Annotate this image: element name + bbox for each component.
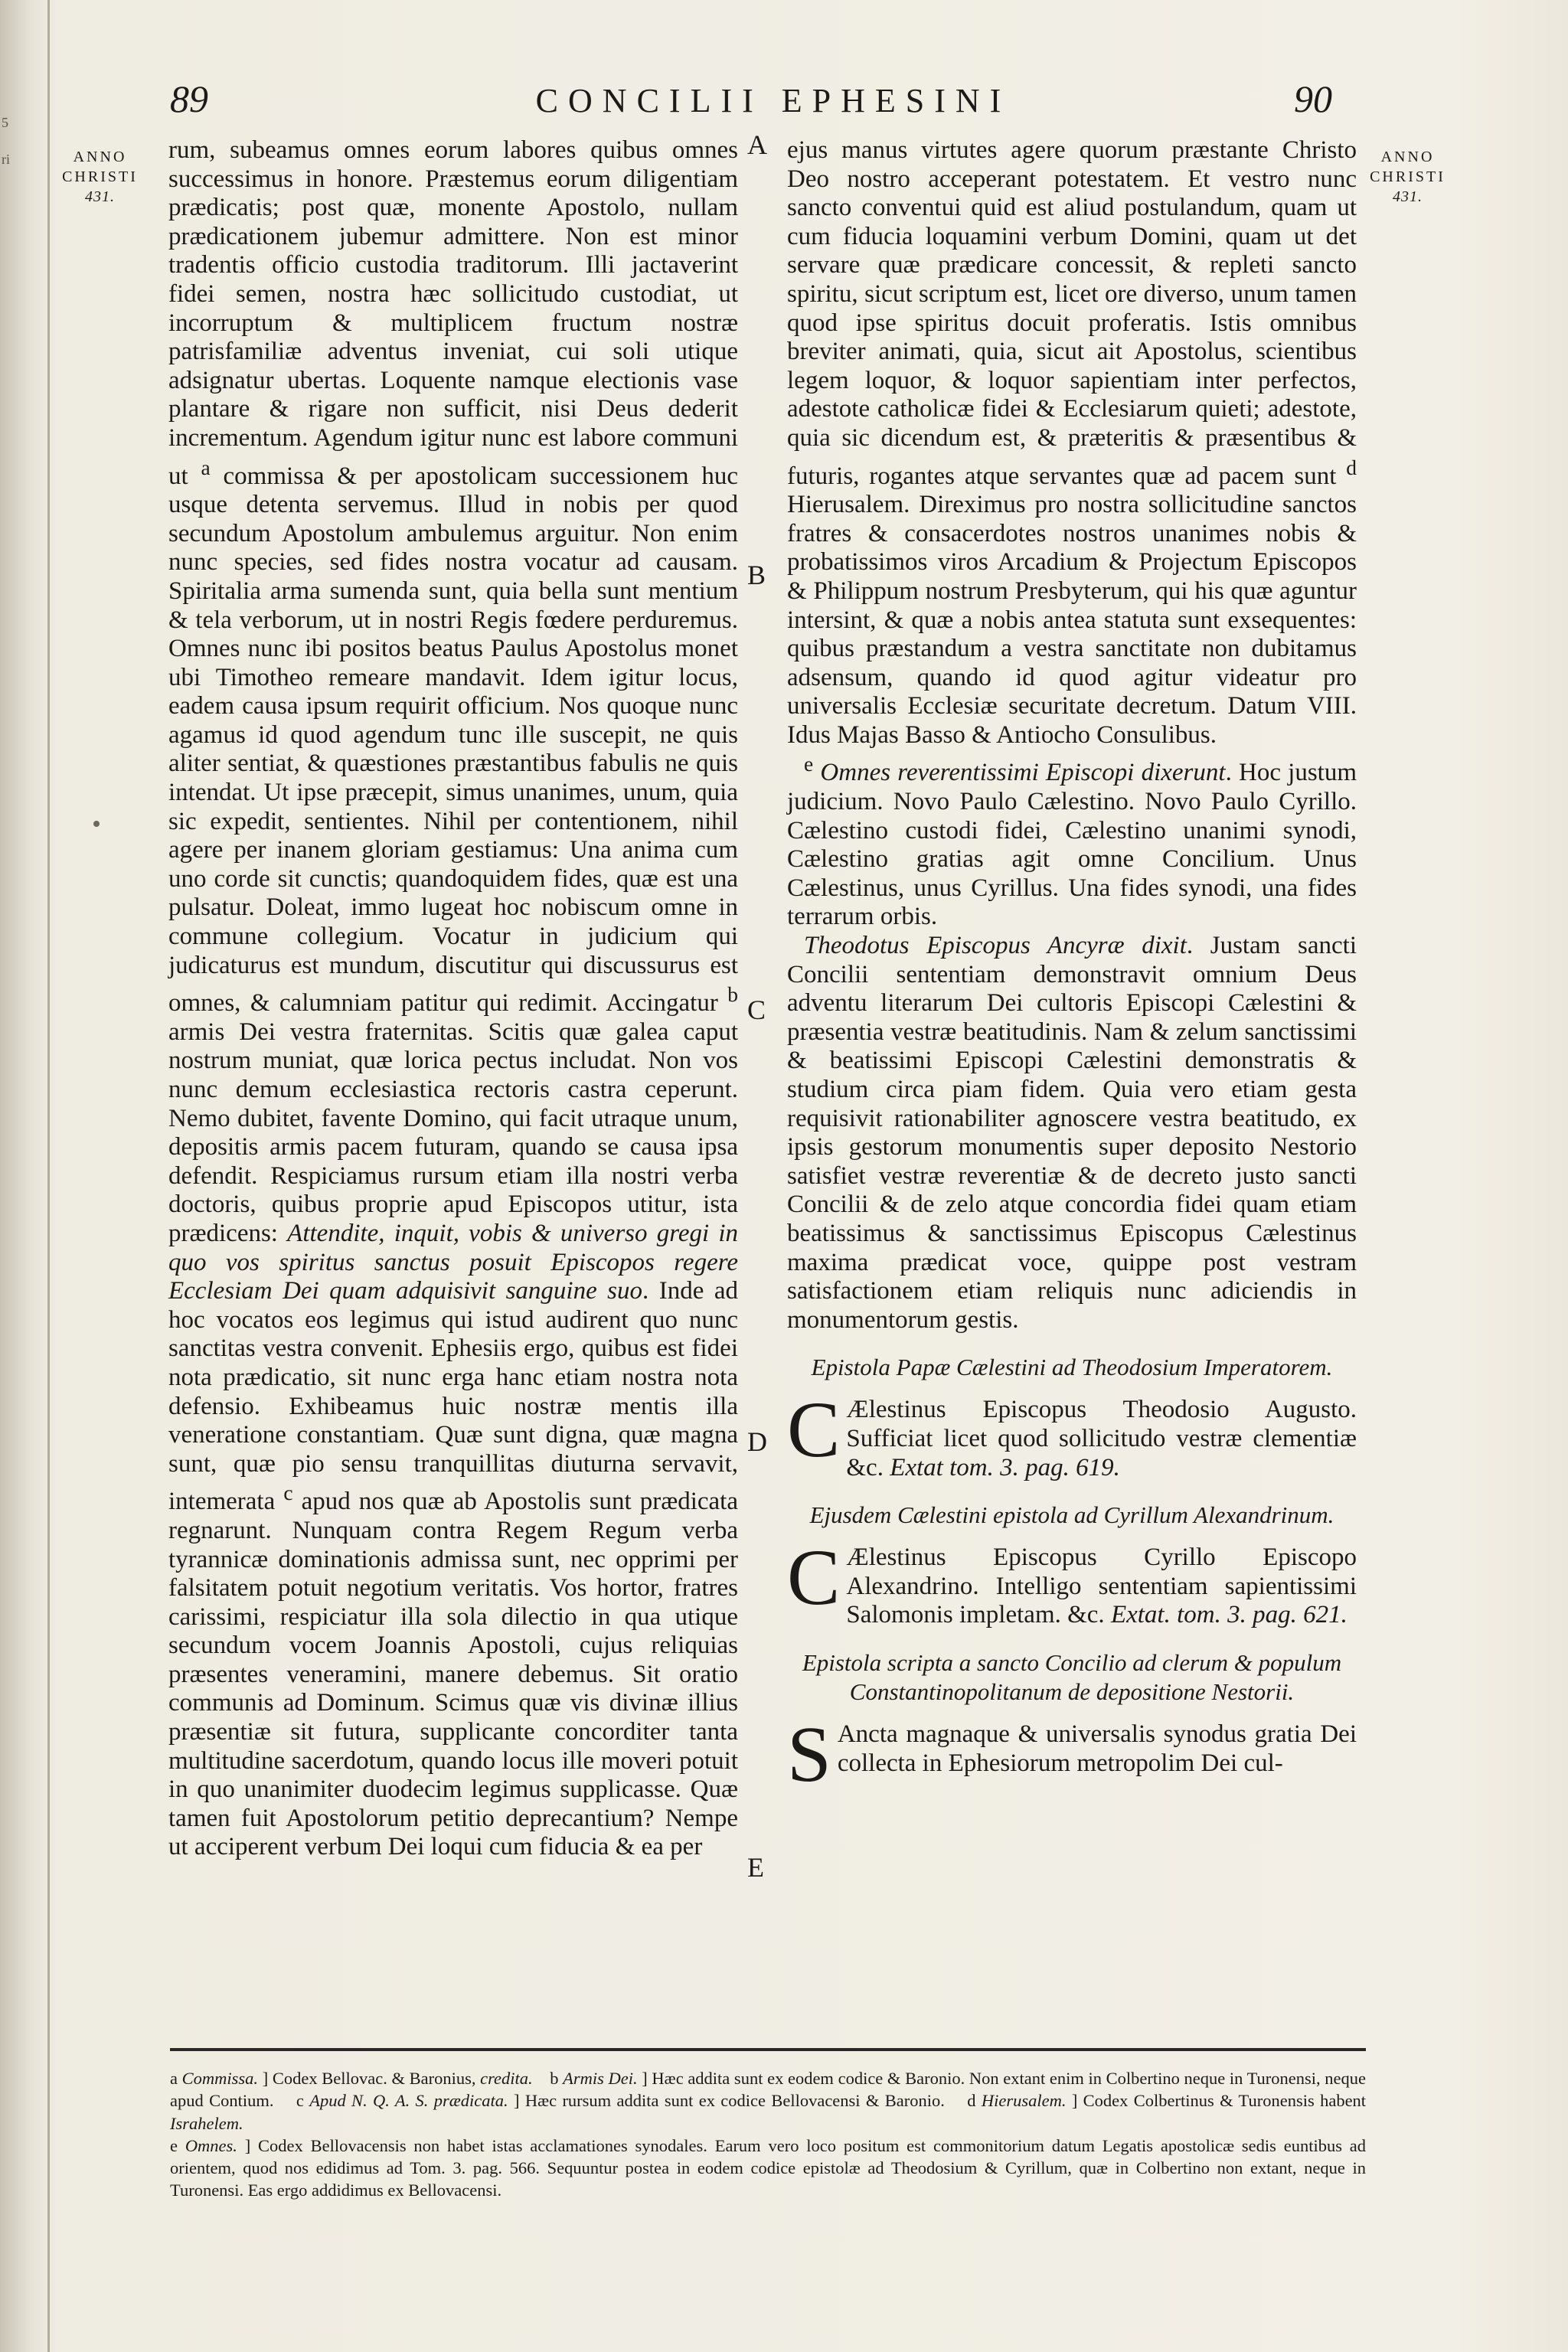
- footnote-ref-e: e: [804, 752, 814, 776]
- margin-year: 431.: [85, 188, 115, 205]
- scripture-quote: Attendite, inquit, vobis & universo gregi in quo vos spiritus sanctus posuit Episcopos regere Ecclesiam Dei quam adquisivit sanguine suo: [168, 1219, 738, 1305]
- drop-cap: C: [787, 1534, 841, 1622]
- section-letter-a: A: [747, 129, 767, 160]
- footnote-b-label: b: [550, 2069, 559, 2088]
- letter-heading: Epistola scripta a sancto Concilio ad clerum & populum Constantinopolitanum de depositione Nestorii.: [802, 1648, 1342, 1705]
- letter-excerpt: C Ælestinus Episcopus Cyrillo Episcopo Alexandrino. Intelligo sententiam sapientissimi Salomonis impletam. &c. Extat. tom. 3. pag. 621.: [787, 1534, 1357, 1629]
- volume-reference: Extat. tom. 3. pag. 621.: [1110, 1601, 1348, 1629]
- footnote-c-label: c: [296, 2091, 304, 2111]
- left-paragraph: rum, subeamus omnes eorum labores quibus omnes successimus in honore. Præstemus eorum diligentiam prædicatis; post quæ, monente Apostolo, nullam prædicationem jubemur admittere. Non est minor tradentis officio custodia traditorum. Illi jactaverint fidei semen, nostra hæc sollicitudo custodiat, ut incorruptum & multiplicem fructum nostræ patrisfamiliæ adventus inveniat, cui soli utique adsignatur ubertas. Loquente namque electionis vase plantare & rigare non sufficit, nisi Deus dederit incrementum. Agendum igitur nunc est labore communi ut $^a$ commissa & per apostolicam successionem huc usque detenta servemus. Illud in nobis per quod secundum Apostolum ambulemus arguitur. Non enim nunc species, sed fides nostra vocatur ad causam. Spiritalia arma sumenda sunt, quia bella sunt mentium & tela verborum, ut in nostri Regis fœdere perduremus. Omnes nunc ibi positos beatus Paulus Apostolus monet ubi Timotheo remeare mandavit. Idem igitur locus, eadem causa ipsum requirit officium. Nos quoque nunc agamus id quod agendum tunc ille suscepit, ne quis aliter sentiat, & quæstiones præstantibus fabulis ne quis intendat. Ut ipse præcepit, simus unanimes, unum, quia sic expedit, sentientes. Nihil per contentionem, nihil agere per inanem gloriam gestiamus: Una anima cum uno corde sit cunctis; quandoquidem fides, quæ est una pulsatur. Doleat, immo lugeat hoc nobiscum omne in commune collegium. Vocatur in judicium qui judicaturus est mundum, discutitur qui discussurus est omnes, & calumniam patitur qui redimit. Accingatur $^b$ armis Dei vestra fraternitas. Scitis quæ galea caput nostrum muniat, quæ lorica pectus includat. Non vos nunc demum ecclesiastica rectoris castra ceperunt. Nemo dubitet, favente Domino, qui facit utraque unum, depositis armis pacem futuram, quando se causa ipsa defendit. Respiciamus rursum etiam illa nostri verba doctoris, quibus proprie apud Episcopos utitur, ista prædicens: Attendite, inquit, vobis & universo gregi in quo vos spiritus sanctus posuit Episcopos regere Ecclesiam Dei quam adquisivit sanguine suo. Inde ad hoc vocatos eos legimus qui istud audirent quo nunc sanctitas vestra convenit. Ephesiis ergo, quibus est fidei nota prædicatio, sit nunc erga hanc etiam nostra nota defensio. Exhibeamus huic nostræ mentis illa veneratione constantiam. Quæ sunt digna, quæ magna sunt, quæ pio sensu tranquillitas diuturna servavit, intemerata $^c$ apud nos quæ ab Apostolis sunt prædicata regnarunt. Nunquam contra Regem Regum verba tyrannicæ dominationis admissa sunt, nec opprimi per falsitatem potuit negotium veritatis. Vos hortor, fratres carissimi, respiciatur illa sola dilectio in qua utique secundum vocem Joannis Apostoli, cujus reliquias præsentes veneramini, manere debemus. Sit oratio communis ad Dominum. Scimus quæ vis divinæ illius præsentiæ sit futura, supplicante concorditer tanta multitudine sacerdotum, quando locus ille moveri potuit in quo unanimiter duodecim legimus supplicasse. Quæ tamen fuit Apostolorum petitio deprecantium? Nempe ut acciperent verbum Dei loqui cum fiducia & ea per: [168, 136, 738, 1861]
- margin-christi: CHRISTI: [1370, 168, 1446, 185]
- footnote-d-label: d: [967, 2091, 976, 2111]
- margin-note-right: [1352, 147, 1463, 207]
- right-paragraph: ejus manus virtutes agere quorum præstante Christo Deo nostro acceperant potestatem. Et vestro nunc sancto conventui quid est aliud postulandum, quam ut cum fiducia loquamini verbum Domini, quam ut det servare quæ prædicare concessit, & repleti sancto spiritu, sicut scriptum est, licet ore diverso, unum tamen quod ipse spiritus docuit proferatis. Istis omnibus breviter animati, quia, sicut ait Apostolus, scientibus legem loquor, & loquor sapientiam inter perfectos, adestote catholicæ fidei & Ecclesiarum quieti; adestote, quia sic dicendum est, & præteritis & præsentibus & futuris, rogantes atque servantes quæ ad pacem sunt $^d$ Hierusalem. Direximus pro nostra sollicitudine sanctos fratres & consacerdotes nostros unanimes nobis & probatissimos viros Arcadium & Projectum Episcopos & Philippum nostrum Presbyterum, qui his quæ aguntur intersint, & quæ a nobis antea statuta sunt exsequentes: quibus præstandum a vestra sanctitate non dubitamus adsensum, quando id quod agitur videatur pro universalis Ecclesiæ securitate decretum. Datum VIII. Idus Majas Basso & Antiocho Consulibus.: [787, 136, 1357, 749]
- running-header: [0, 77, 1568, 130]
- footnotes: [170, 2067, 1366, 2202]
- letter-excerpt: S Ancta magnaque & universalis synodus gratia Dei collecta in Ephesiorum metropolim Dei cul-: [787, 1710, 1357, 1798]
- page-number-left: 89: [170, 77, 208, 120]
- letter-heading: Epistola Papæ Cælestini ad Theodosium Imperatorem.: [811, 1354, 1333, 1381]
- acclamation-paragraph: $^e$ Omnes reverentissimi Episcopi dixerunt. Hoc justum judicium. Novo Paulo Cælestino. Novo Paulo Cyrillo. Cælestino custodi fidei, Cælestino unanimi synodi, Cælestino gratias agit omne Concilium. Unus Cælestinus, unus Cyrillus. Una fides synodi, una fides terrarum orbis.: [787, 752, 1357, 931]
- footnote-e: e Omnes. ] Codex Bellovacensis non habet istas acclamationes synodales. Earum vero loco positum est commonitorium datum Legatis apostolicæ sedis euntibus ad orientem, quod nos edidimus ad Tom. 3. pag. 566. Sequuntur postea in eodem codice epistolæ ad Theodosium & Cyrillum, quæ in Colbertino non extant, neque in Turonensi. Eas ergo addidimus ex Bellovacensi.: [170, 2135, 1366, 2200]
- margin-year: 431.: [1393, 188, 1423, 205]
- section-letter-b: B: [747, 560, 766, 590]
- speaker-label: Theodotus Episcopus Ancyræ dixit: [804, 932, 1187, 960]
- drop-cap: C: [787, 1386, 841, 1475]
- edge-fragment: 5: [2, 115, 8, 130]
- drop-cap: S: [787, 1710, 831, 1798]
- edge-fragment: ri: [2, 152, 10, 167]
- letter-excerpt: C Ælestinus Episcopus Theodosio Augusto. Sufficiat licet quod sollicitudo vestræ clementiæ &c. Extat tom. 3. pag. 619.: [787, 1386, 1357, 1481]
- right-text-column: [787, 136, 1357, 1798]
- volume-reference: Extat tom. 3. pag. 619.: [890, 1453, 1120, 1481]
- footnote-ref-d: d: [1346, 455, 1357, 479]
- section-letter-d: D: [747, 1426, 767, 1457]
- margin-anno: ANNO: [1380, 149, 1435, 165]
- section-letter-c: C: [747, 995, 766, 1025]
- margin-note-left: [44, 147, 155, 207]
- speaker-label: Omnes reverentissimi Episcopi dixerunt: [820, 759, 1226, 787]
- ink-speck: [93, 821, 100, 827]
- binding-edge: [47, 0, 50, 2352]
- left-text-column: [168, 136, 738, 1862]
- footnote-rule: [170, 2048, 1366, 2051]
- section-letter-e: E: [747, 1852, 764, 1883]
- page-number-right: 90: [1294, 77, 1332, 120]
- running-title: CONCILII EPHESINI: [535, 82, 1011, 119]
- theodotus-paragraph: Theodotus Episcopus Ancyræ dixit. Justam sancti Concilii sententiam demonstravit omnium Deus adventu literarum Dei cultoris Episcopi Cælestini & præsentia vestræ beatitudinis. Nam & zelum sanctissimi & beatissimi Episcopi Cælestini demonstratis & studium circa piam fidem. Quia vero etiam gesta requisivit rationabiliter agnoscere vestra beatitudo, ex ipsis gestorum monumentis super deposito Nestorio satisfiet vestræ reverentiæ & de decreto justo sancti Concilii & de zelo atque concordia fidei quam etiam beatissimus & sanctissimus Episcopus Cælestinus maxima prædicat voce, quippe post vestram satisfactionem etiam reliquis nunc adiciendis in monumentorum gestis.: [787, 932, 1357, 1334]
- margin-christi: CHRISTI: [62, 168, 138, 185]
- footnote-a: a Commissa. ] Codex Bellovac. & Baronius, credita. b Armis Dei. ] Hæc addita sunt ex eodem codice & Baronio. Non extant enim in Colbertino neque in Turonensi, neque apud Contium. c Apud N. Q. A. S. prædicata. ] Hæc rursum addita sunt ex codice Bellovacensi & Baronio. d Hierusalem. ] Codex Colbertinus & Turonensis habent Israhelem.: [170, 2069, 1367, 2133]
- footnote-ref-c: c: [283, 1481, 293, 1505]
- footnote-ref-a: a: [201, 455, 211, 479]
- letter-heading: Ejusdem Cælestini epistola ad Cyrillum Alexandrinum.: [809, 1501, 1334, 1529]
- margin-anno: ANNO: [73, 149, 127, 165]
- footnote-ref-b: b: [727, 982, 738, 1007]
